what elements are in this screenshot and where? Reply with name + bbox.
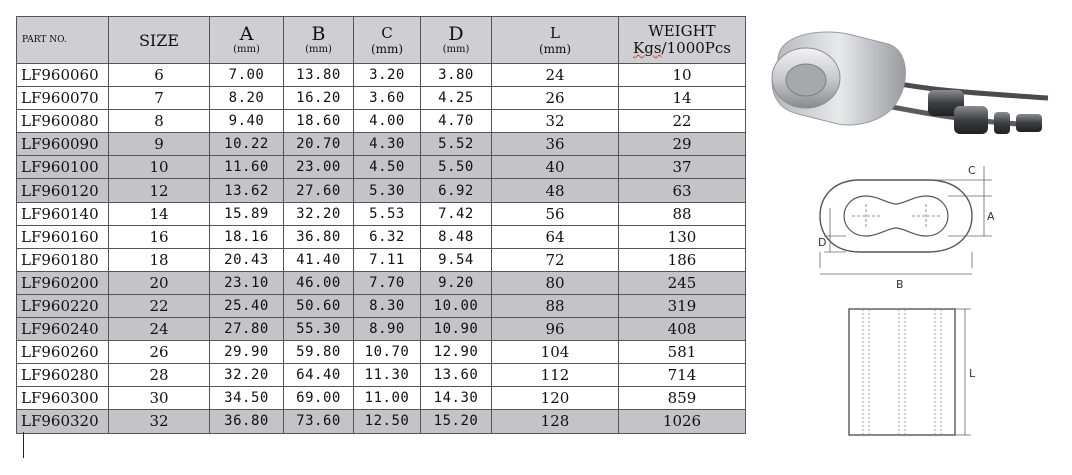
cell-a: 20.43 (210, 248, 284, 271)
cell-a: 32.20 (210, 364, 284, 387)
cell-weight: 245 (619, 271, 746, 294)
cell-c: 4.30 (354, 133, 421, 156)
cell-c: 4.00 (354, 110, 421, 133)
cell-size: 26 (109, 341, 210, 364)
table-row (17, 225, 746, 248)
cell-d: 9.54 (421, 248, 492, 271)
cell-weight: 408 (619, 318, 746, 341)
header-l (492, 17, 619, 64)
header-b-letter: B (311, 23, 326, 45)
cell-size: 22 (109, 294, 210, 317)
cell-b: 36.80 (284, 225, 354, 248)
header-c-unit: (mm) (370, 41, 404, 56)
header-weight-per: /1000Pcs (661, 39, 731, 57)
cell-l: 24 (492, 64, 619, 87)
cell-c: 5.53 (354, 202, 421, 225)
header-c (354, 17, 421, 64)
cell-a: 25.40 (210, 294, 284, 317)
cell-c: 8.30 (354, 294, 421, 317)
header-d-letter: D (448, 23, 464, 45)
cell-d: 14.30 (421, 387, 492, 410)
header-weight (619, 17, 746, 64)
cell-part-no: LF960180 (17, 248, 109, 271)
cell-b: 59.80 (284, 341, 354, 364)
cell-a: 13.62 (210, 179, 284, 202)
cell-size: 6 (109, 64, 210, 87)
table-row (17, 179, 746, 202)
header-b-unit: (mm) (305, 44, 332, 55)
cell-l: 48 (492, 179, 619, 202)
header-a-letter: A (239, 23, 254, 45)
table-row (17, 364, 746, 387)
cell-a: 34.50 (210, 387, 284, 410)
cell-a: 27.80 (210, 318, 284, 341)
cell-a: 15.89 (210, 202, 284, 225)
cell-part-no: LF960220 (17, 294, 109, 317)
side-profile (849, 309, 955, 435)
cell-size: 10 (109, 156, 210, 179)
header-weight-unit (619, 40, 745, 57)
cell-weight: 714 (619, 364, 746, 387)
table-row (17, 64, 746, 87)
cell-weight: 1026 (619, 410, 746, 433)
cell-b: 16.20 (284, 87, 354, 110)
cell-c: 5.30 (354, 179, 421, 202)
cell-l: 80 (492, 271, 619, 294)
cell-part-no: LF960070 (17, 87, 109, 110)
cell-weight: 10 (619, 64, 746, 87)
table-row (17, 87, 746, 110)
cell-a: 9.40 (210, 110, 284, 133)
cell-part-no: LF960200 (17, 271, 109, 294)
cell-a: 23.10 (210, 271, 284, 294)
small-sleeve-2 (954, 106, 988, 134)
cell-size: 30 (109, 387, 210, 410)
cell-part-no: LF960280 (17, 364, 109, 387)
cell-d: 3.80 (421, 64, 492, 87)
cell-l: 120 (492, 387, 619, 410)
cell-l: 128 (492, 410, 619, 433)
cell-c: 7.11 (354, 248, 421, 271)
spec-table-body (17, 64, 746, 434)
cell-b: 23.00 (284, 156, 354, 179)
table-row (17, 133, 746, 156)
cell-b: 20.70 (284, 133, 354, 156)
cell-l: 88 (492, 294, 619, 317)
margin-tick-line (23, 432, 24, 458)
cell-d: 7.42 (421, 202, 492, 225)
table-row (17, 410, 746, 433)
small-sleeve-3 (994, 112, 1010, 134)
cell-c: 10.70 (354, 341, 421, 364)
ferrule-hole (786, 64, 826, 96)
table-row (17, 248, 746, 271)
cell-weight: 37 (619, 156, 746, 179)
cell-c: 3.60 (354, 87, 421, 110)
table-row (17, 341, 746, 364)
ferrule-end-view-drawing (816, 160, 1006, 292)
cell-d: 15.20 (421, 410, 492, 433)
cell-part-no: LF960140 (17, 202, 109, 225)
cell-d: 6.92 (421, 179, 492, 202)
outer-profile (820, 180, 972, 252)
table-row (17, 318, 746, 341)
cell-d: 10.90 (421, 318, 492, 341)
dim-label-c: C (968, 164, 976, 177)
header-weight-title: WEIGHT (648, 22, 716, 40)
cell-size: 16 (109, 225, 210, 248)
dim-label-l: L (969, 367, 976, 380)
cell-b: 13.80 (284, 64, 354, 87)
cell-l: 112 (492, 364, 619, 387)
cell-b: 41.40 (284, 248, 354, 271)
cell-part-no: LF960240 (17, 318, 109, 341)
header-l-unit: (mm) (538, 41, 572, 56)
cell-part-no: LF960080 (17, 110, 109, 133)
header-a-unit: (mm) (233, 44, 260, 55)
cell-a: 8.20 (210, 87, 284, 110)
header-row (17, 17, 746, 64)
cell-l: 40 (492, 156, 619, 179)
cell-c: 7.70 (354, 271, 421, 294)
table-row (17, 387, 746, 410)
cell-l: 96 (492, 318, 619, 341)
cell-weight: 88 (619, 202, 746, 225)
header-a (210, 17, 284, 64)
cell-c: 6.32 (354, 225, 421, 248)
cell-part-no: LF960060 (17, 64, 109, 87)
cell-l: 56 (492, 202, 619, 225)
table-row (17, 156, 746, 179)
cell-d: 5.52 (421, 133, 492, 156)
cell-weight: 581 (619, 341, 746, 364)
cell-weight: 319 (619, 294, 746, 317)
cell-size: 32 (109, 410, 210, 433)
table-row (17, 110, 746, 133)
cell-d: 10.00 (421, 294, 492, 317)
cell-a: 18.16 (210, 225, 284, 248)
cell-b: 64.40 (284, 364, 354, 387)
cell-l: 26 (492, 87, 619, 110)
cell-b: 27.60 (284, 179, 354, 202)
header-size: SIZE (109, 17, 210, 64)
cell-part-no: LF960090 (17, 133, 109, 156)
cell-c: 12.50 (354, 410, 421, 433)
cell-weight: 63 (619, 179, 746, 202)
cell-weight: 29 (619, 133, 746, 156)
cell-size: 24 (109, 318, 210, 341)
cell-weight: 130 (619, 225, 746, 248)
dim-label-b: B (896, 278, 904, 291)
header-d (421, 17, 492, 64)
cell-d: 9.20 (421, 271, 492, 294)
ferrule-side-view-drawing (843, 305, 983, 441)
cell-part-no: LF960260 (17, 341, 109, 364)
cell-l: 32 (492, 110, 619, 133)
spec-table (16, 16, 746, 434)
cell-l: 64 (492, 225, 619, 248)
cell-c: 8.90 (354, 318, 421, 341)
cell-b: 46.00 (284, 271, 354, 294)
cell-size: 8 (109, 110, 210, 133)
cell-l: 36 (492, 133, 619, 156)
header-b (284, 17, 354, 64)
cell-d: 8.48 (421, 225, 492, 248)
cell-b: 32.20 (284, 202, 354, 225)
cell-b: 55.30 (284, 318, 354, 341)
cell-size: 7 (109, 87, 210, 110)
cell-d: 12.90 (421, 341, 492, 364)
cell-d: 4.70 (421, 110, 492, 133)
cell-d: 13.60 (421, 364, 492, 387)
cell-b: 18.60 (284, 110, 354, 133)
cell-size: 14 (109, 202, 210, 225)
dim-label-d: D (818, 236, 827, 249)
cell-b: 73.60 (284, 410, 354, 433)
table-row (17, 271, 746, 294)
cell-part-no: LF960160 (17, 225, 109, 248)
cell-b: 50.60 (284, 294, 354, 317)
cell-a: 11.60 (210, 156, 284, 179)
cell-size: 12 (109, 179, 210, 202)
cell-size: 18 (109, 248, 210, 271)
cell-weight: 14 (619, 87, 746, 110)
table-row (17, 294, 746, 317)
cell-a: 10.22 (210, 133, 284, 156)
cell-c: 11.30 (354, 364, 421, 387)
cell-size: 20 (109, 271, 210, 294)
header-d-unit: (mm) (442, 44, 470, 55)
cell-part-no: LF960100 (17, 156, 109, 179)
cell-part-no: LF960120 (17, 179, 109, 202)
cell-l: 104 (492, 341, 619, 364)
header-c-letter: C (381, 23, 393, 42)
header-l-letter: L (550, 23, 560, 42)
cell-size: 28 (109, 364, 210, 387)
cell-l: 72 (492, 248, 619, 271)
cell-d: 5.50 (421, 156, 492, 179)
cell-a: 36.80 (210, 410, 284, 433)
cell-weight: 22 (619, 110, 746, 133)
cell-a: 29.90 (210, 341, 284, 364)
cell-c: 4.50 (354, 156, 421, 179)
cell-part-no: LF960320 (17, 410, 109, 433)
cell-a: 7.00 (210, 64, 284, 87)
header-weight-kgs: Kgs (633, 39, 662, 57)
dim-label-a: A (987, 210, 995, 223)
cell-c: 3.20 (354, 64, 421, 87)
cell-weight: 186 (619, 248, 746, 271)
table-row (17, 202, 746, 225)
cell-weight: 859 (619, 387, 746, 410)
cell-size: 9 (109, 133, 210, 156)
ferrule-photo (758, 20, 1056, 152)
cell-b: 69.00 (284, 387, 354, 410)
header-part-no: PART NO. (17, 17, 109, 64)
cell-d: 4.25 (421, 87, 492, 110)
cell-c: 11.00 (354, 387, 421, 410)
small-sleeve-4 (1016, 114, 1042, 132)
cell-part-no: LF960300 (17, 387, 109, 410)
